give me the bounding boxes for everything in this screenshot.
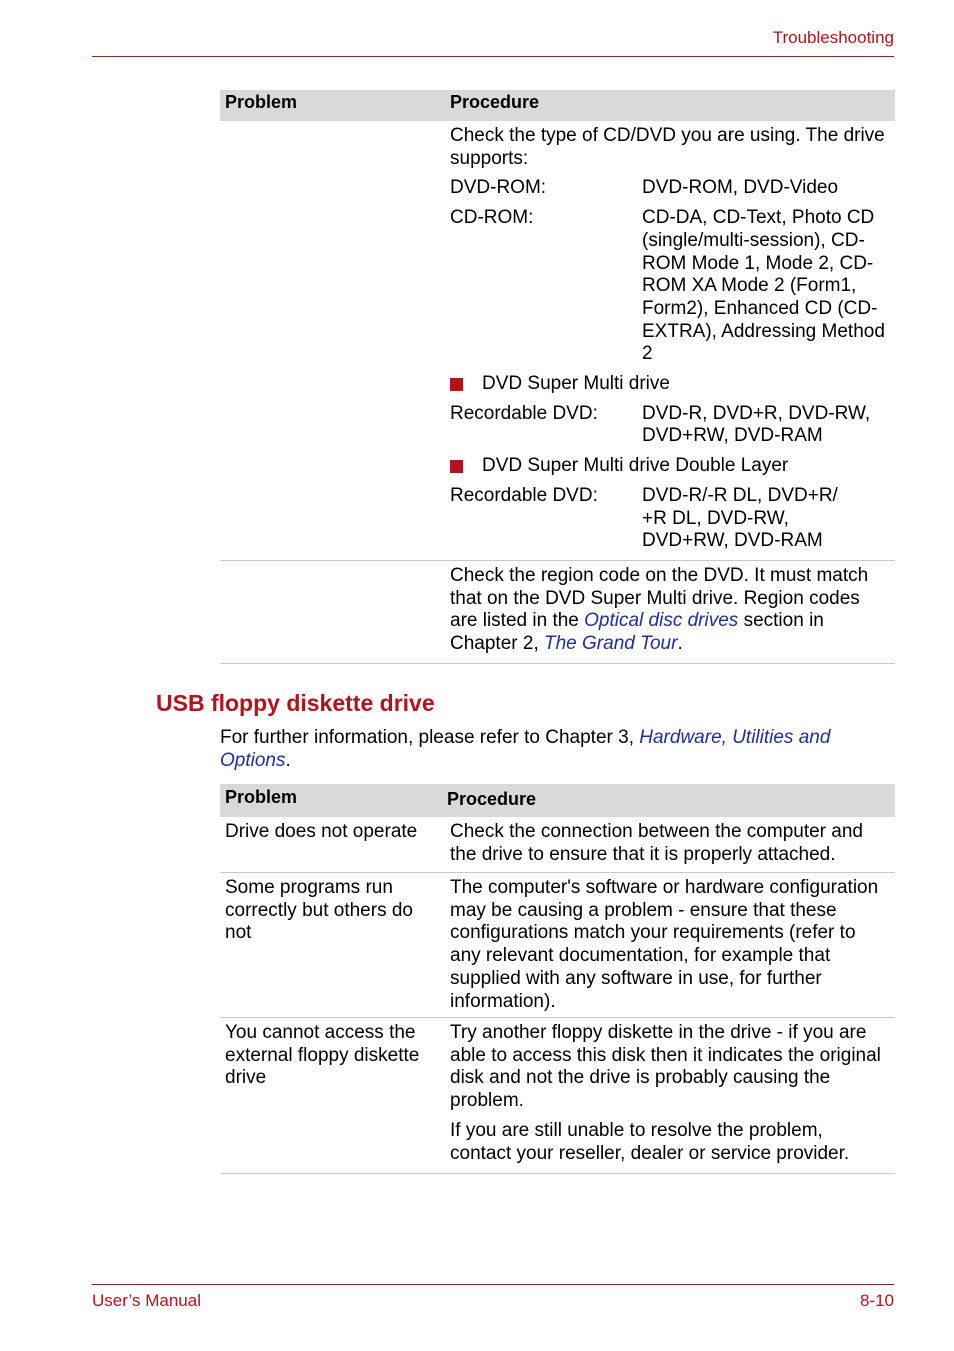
bullet-text: DVD Super Multi drive: [482, 373, 670, 395]
format-value: DVD-ROM, DVD-Video: [642, 177, 839, 199]
section-intro: [220, 727, 890, 772]
cd-dvd-troubleshooting-table: [220, 90, 895, 664]
hardware-utilities-options-link[interactable]: Hardware, Utilities and Options: [220, 727, 831, 771]
format-label: CD-ROM:: [450, 207, 534, 229]
footer-manual-title: User’s Manual: [92, 1291, 201, 1310]
format-value: CD-DA, CD-Text, Photo CD (single/multi-session), CD-ROM Mode 1, Mode 2, CD-ROM XA Mode 2 (Form1, Form2), Enhanced CD (CD-EXTRA), Addressing Method 2: [642, 207, 885, 365]
problem-cell: You cannot access the external floppy diskette drive: [225, 1022, 420, 1089]
format-label: Recordable DVD:: [450, 402, 598, 424]
section-heading: USB floppy diskette drive: [156, 690, 435, 716]
supported-format-row: [450, 403, 889, 448]
column-header-procedure: Procedure: [450, 92, 540, 112]
supported-format-row: [450, 207, 889, 366]
procedure-cell: The computer's software or hardware configuration may be causing a problem - ensure that these configurations match your requirements (refer to any relevant documentation, for example that supplied with any software in use, for further information).: [450, 877, 879, 1012]
bullet-item: [450, 455, 889, 478]
bullet-item: [450, 373, 889, 396]
text-run: section in Chapter 2,: [450, 610, 824, 655]
procedure-text: Check the type of CD/DVD you are using. The drive supports:: [450, 125, 885, 169]
table-row: [220, 873, 895, 1018]
procedure-text: Try another floppy diskette in the drive - if you are able to access this disk then it indicates the original disk and not the drive is probably causing the problem.: [450, 1022, 881, 1112]
column-header-problem: Problem: [225, 787, 298, 807]
format-value: DVD-R/-R DL, DVD+R/ +R DL, DVD-RW, DVD+RW, DVD-RAM: [642, 484, 838, 552]
table-row: [220, 561, 895, 664]
the-grand-tour-link[interactable]: The Grand Tour: [544, 633, 678, 655]
footer-rule: [92, 1284, 894, 1285]
table-row: [220, 121, 895, 561]
optical-disc-drives-link[interactable]: Optical disc drives: [584, 610, 739, 632]
column-header-problem: Problem: [225, 92, 298, 112]
table-header: [220, 784, 895, 817]
square-bullet-icon: [450, 460, 463, 473]
page-number: 8-10: [859, 1291, 894, 1310]
procedure-cell: [450, 561, 895, 656]
supported-format-row: [450, 485, 889, 553]
format-value: DVD-R, DVD+R, DVD-RW, DVD+RW, DVD-RAM: [642, 402, 871, 447]
procedure-text: [450, 565, 889, 656]
procedure-text: If you are still unable to resolve the problem, contact your reseller, dealer or service provider.: [450, 1119, 850, 1164]
table-header: [220, 90, 895, 121]
text-run: For further information, please refer to Chapter 3,: [220, 727, 640, 748]
table-row: [220, 817, 895, 873]
procedure-cell: [450, 121, 895, 553]
bullet-text: DVD Super Multi drive Double Layer: [482, 455, 789, 477]
procedure-cell: [450, 1018, 895, 1165]
running-header-title: Troubleshooting: [772, 28, 894, 47]
square-bullet-icon: [450, 378, 463, 391]
text-run: .: [677, 633, 683, 655]
procedure-cell: Check the connection between the computer and the drive to ensure that it is properly attached.: [450, 821, 863, 865]
problem-cell: Some programs run correctly but others do not: [225, 877, 413, 944]
problem-cell: Drive does not operate: [225, 821, 418, 842]
table-row: [220, 1018, 895, 1174]
text-run: .: [285, 749, 291, 771]
format-label: DVD-ROM:: [450, 177, 547, 199]
column-header-procedure: Procedure: [447, 789, 537, 809]
header-rule: [92, 56, 894, 57]
text-run: Check the region code on the DVD. It must match that on the DVD Super Multi drive. Region codes are listed in the: [450, 564, 869, 632]
supported-format-row: [450, 177, 889, 200]
usb-floppy-troubleshooting-table: [220, 784, 895, 1174]
format-label: Recordable DVD:: [450, 484, 598, 506]
